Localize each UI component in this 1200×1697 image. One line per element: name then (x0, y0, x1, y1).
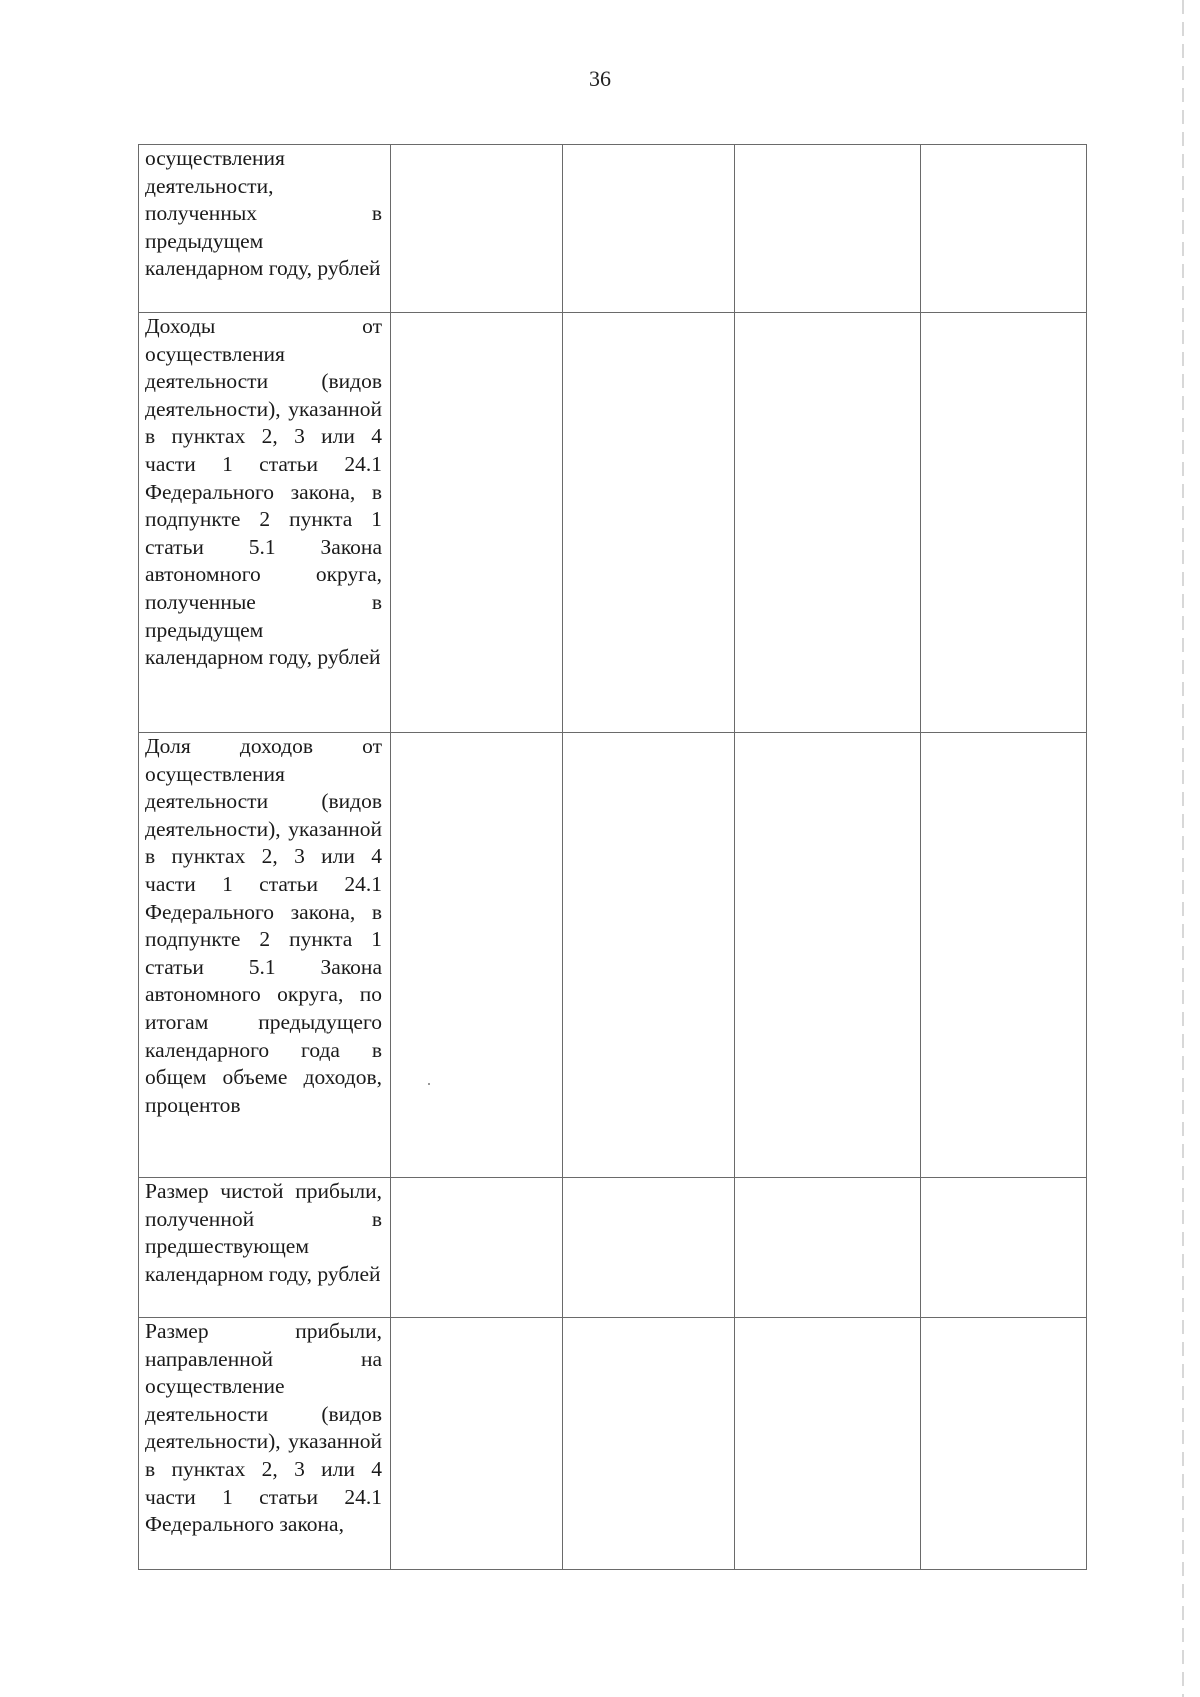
value-cell (391, 145, 563, 313)
value-cell (391, 313, 563, 733)
row-label-cell (139, 1318, 391, 1570)
value-cell (735, 1178, 921, 1318)
value-cell (735, 313, 921, 733)
value-cell (735, 145, 921, 313)
scan-edge-shadow (1182, 0, 1184, 1697)
table-row (139, 145, 1087, 313)
table-row (139, 733, 1087, 1178)
row-label-cell (139, 733, 391, 1178)
row-label-cell (139, 1178, 391, 1318)
row-label-cell (139, 145, 391, 313)
row-label: Доходы от осуществления деятельности (видов деятельности), указанной в пунктах 2, 3 или 4 части 1 статьи 24.1 Федерального закона, в подпункте 2 пункта 1 статьи 5.1 Закона автономного округа, полученные в предыдущем календарном году, рублей (145, 314, 382, 670)
value-cell (921, 1318, 1087, 1570)
page-number: 36 (589, 66, 611, 91)
value-cell (735, 733, 921, 1178)
value-cell (563, 145, 735, 313)
value-cell (391, 1318, 563, 1570)
value-cell (921, 733, 1087, 1178)
value-cell (921, 1178, 1087, 1318)
table-row (139, 1318, 1087, 1570)
value-cell (563, 733, 735, 1178)
value-cell (391, 733, 563, 1178)
row-label: Доля доходов от осуществления деятельности (видов деятельности), указанной в пунктах 2, 3 или 4 части 1 статьи 24.1 Федерального закона, в подпункте 2 пункта 1 статьи 5.1 Закона автономного округа, по итогам предыдущего календарного года в общем объеме доходов, процентов (145, 734, 382, 1117)
row-label: Размер чистой прибыли, полученной в предшествующем календарном году, рублей (145, 1179, 382, 1286)
value-cell (921, 145, 1087, 313)
table-row (139, 313, 1087, 733)
data-table (138, 144, 1087, 1570)
value-cell (735, 1318, 921, 1570)
scan-speck (428, 1083, 430, 1085)
value-cell (563, 1318, 735, 1570)
table-row (139, 1178, 1087, 1318)
row-label-cell (139, 313, 391, 733)
value-cell (563, 313, 735, 733)
value-cell (563, 1178, 735, 1318)
value-cell (921, 313, 1087, 733)
row-label: осуществления деятельности, полученных в предыдущем календарном году, рублей (145, 146, 382, 281)
row-label: Размер прибыли, направленной на осуществление деятельности (видов деятельности), указанной в пунктах 2, 3 или 4 части 1 статьи 24.1 Федерального закона, (145, 1319, 382, 1537)
value-cell (391, 1178, 563, 1318)
